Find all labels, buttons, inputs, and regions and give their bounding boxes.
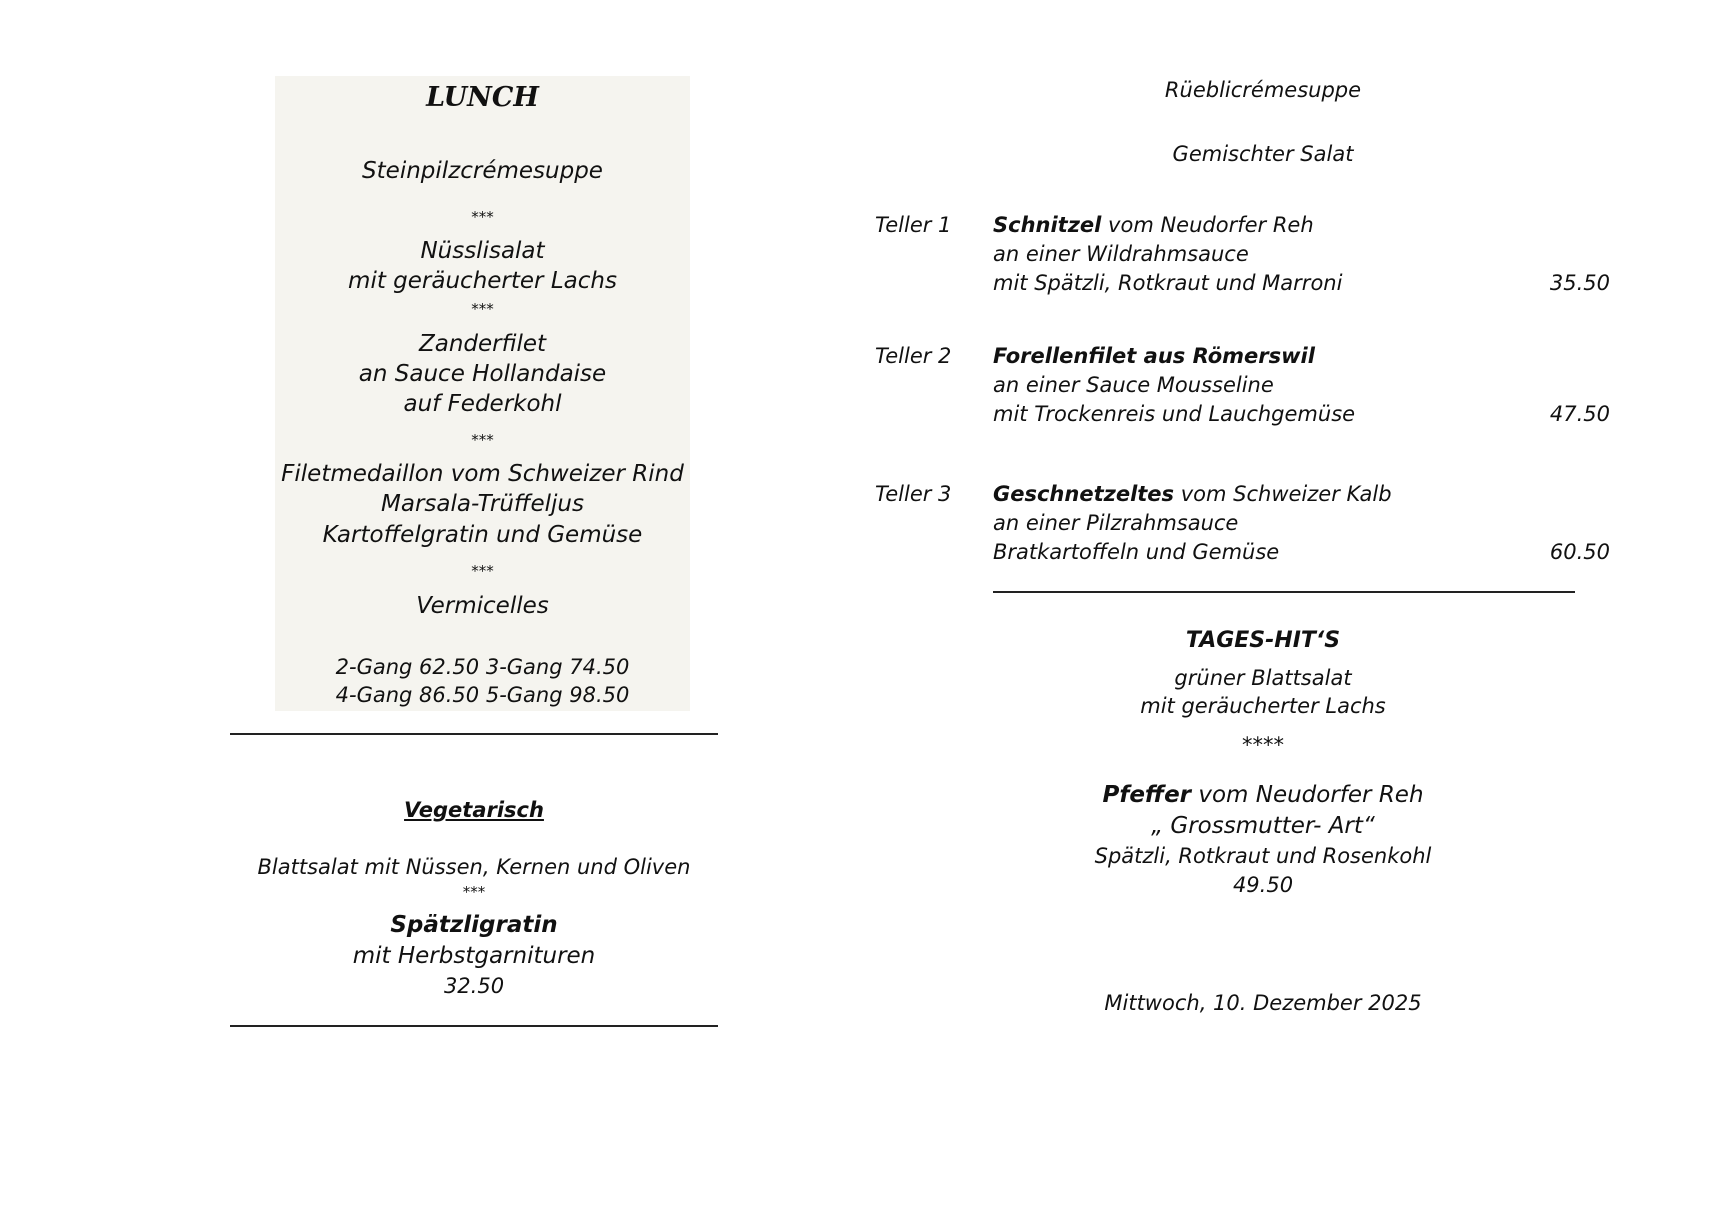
teller-1-name-rest: vom Neudorfer Reh	[1101, 213, 1314, 237]
tageshits-starter-2: mit geräucherter Lachs	[1140, 694, 1386, 718]
teller-1-name	[993, 213, 1314, 237]
separator: ***	[462, 883, 486, 901]
vegetarisch-main: Spätzligratin	[390, 912, 558, 938]
daily-salad: Gemischter Salat	[1172, 142, 1354, 166]
teller-3-name	[993, 482, 1392, 506]
teller-1-name-bold: Schnitzel	[993, 213, 1102, 237]
lunch-prices-2: 4-Gang 86.50 5-Gang 98.50	[335, 683, 630, 707]
vegetarisch-main-detail: mit Herbstgarnituren	[352, 943, 596, 969]
divider	[230, 733, 718, 735]
divider	[230, 1025, 718, 1027]
tageshits-main	[1063, 782, 1463, 808]
menu-date: Mittwoch, 10. Dezember 2025	[1104, 991, 1422, 1015]
tageshits-starter-1: grüner Blattsalat	[1174, 666, 1352, 690]
teller-3-sides: Bratkartoffeln und Gemüse	[993, 540, 1280, 564]
tageshits-title: TAGES-HIT‘S	[1185, 628, 1341, 653]
separator: ***	[471, 562, 494, 580]
tageshits-price: 49.50	[1232, 873, 1294, 897]
lunch-course-4-name: Filetmedaillon vom Schweizer Rind	[281, 461, 684, 487]
teller-2-sauce: an einer Sauce Mousseline	[993, 373, 1274, 397]
teller-2-name-bold: Forellenfilet aus Römerswil	[993, 344, 1315, 368]
teller-3-name-rest: vom Schweizer Kalb	[1174, 482, 1392, 506]
teller-2-label: Teller 2	[875, 344, 952, 368]
lunch-course-4-detail-2: Kartoffelgratin und Gemüse	[322, 522, 643, 548]
vegetarisch-price: 32.50	[443, 974, 505, 998]
lunch-course-3-name: Zanderfilet	[418, 331, 547, 357]
lunch-course-1: Steinpilzcrémesuppe	[362, 158, 603, 184]
teller-1-sides: mit Spätzli, Rotkraut und Marroni	[993, 271, 1343, 295]
teller-2-price: 47.50	[1549, 402, 1610, 426]
daily-soup: Rüeblicrémesuppe	[1164, 78, 1362, 102]
teller-3-name-bold: Geschnetzeltes	[993, 482, 1175, 506]
separator: ***	[471, 431, 494, 449]
teller-2-name	[993, 344, 1315, 368]
tageshits-main-bold: Pfeffer	[1102, 782, 1192, 808]
teller-3-sauce: an einer Pilzrahmsauce	[993, 511, 1239, 535]
vegetarisch-starter: Blattsalat mit Nüssen, Kernen und Oliven	[257, 855, 691, 879]
lunch-course-4-detail-1: Marsala-Trüffeljus	[381, 491, 584, 517]
lunch-course-5: Vermicelles	[416, 593, 549, 619]
teller-3-price: 60.50	[1549, 540, 1610, 564]
vegetarisch-title: Vegetarisch	[404, 798, 544, 822]
lunch-prices-1: 2-Gang 62.50 3-Gang 74.50	[335, 655, 630, 679]
separator: ***	[471, 208, 494, 226]
teller-3-label: Teller 3	[875, 482, 952, 506]
separator: ****	[1242, 733, 1284, 757]
teller-1-sauce: an einer Wildrahmsauce	[993, 242, 1249, 266]
lunch-course-3-detail-2: auf Federkohl	[403, 391, 562, 417]
teller-2-sides: mit Trockenreis und Lauchgemüse	[993, 402, 1356, 426]
teller-1-price: 35.50	[1549, 271, 1610, 295]
lunch-course-2-detail: mit geräucherter Lachs	[348, 268, 617, 294]
lunch-course-3-detail-1: an Sauce Hollandaise	[358, 361, 607, 387]
lunch-title: LUNCH	[426, 82, 539, 113]
teller-1-label: Teller 1	[875, 213, 952, 237]
tageshits-sides: Spätzli, Rotkraut und Rosenkohl	[1094, 844, 1432, 868]
separator: ***	[471, 300, 494, 318]
tageshits-style: „ Grossmutter- Art“	[1151, 813, 1375, 839]
divider	[993, 591, 1575, 593]
tageshits-main-rest: vom Neudorfer Reh	[1191, 782, 1424, 808]
lunch-course-2-name: Nüsslisalat	[420, 238, 545, 264]
